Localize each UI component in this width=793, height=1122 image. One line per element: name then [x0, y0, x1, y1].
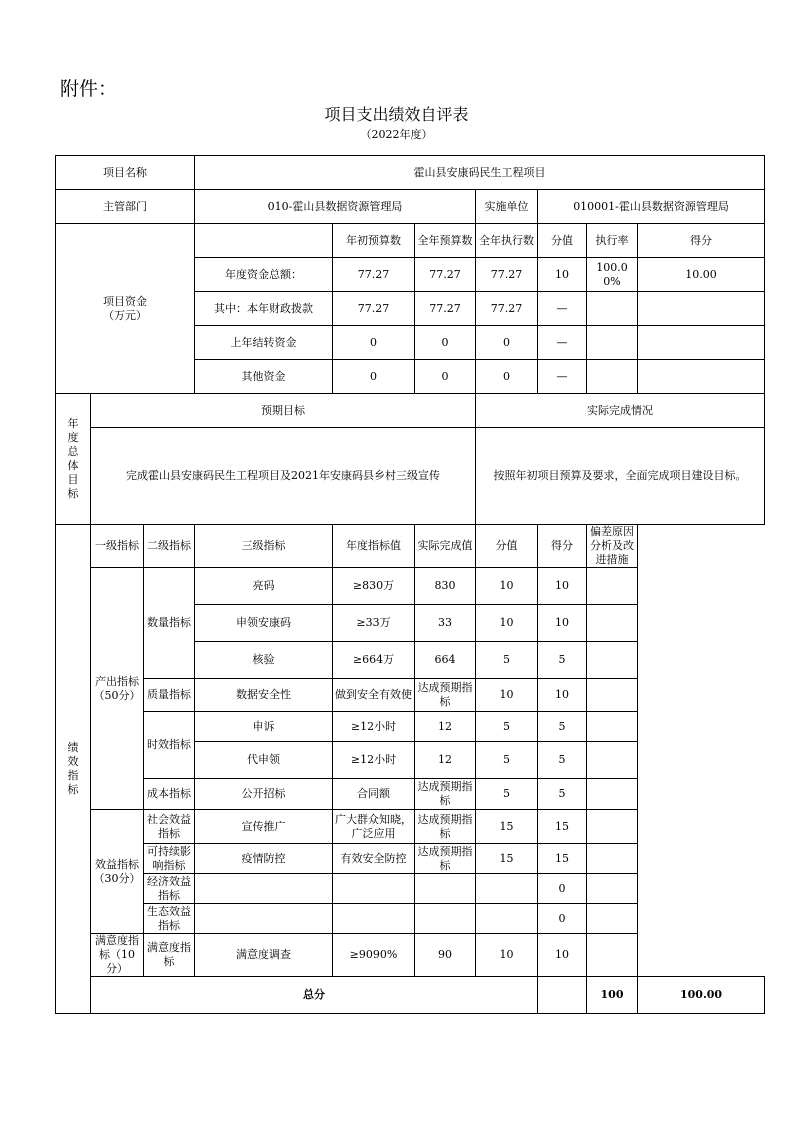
indicator-note [587, 844, 638, 874]
funds-score [638, 292, 765, 326]
sustain-label-text: 可持续影 响指标 [147, 844, 191, 872]
funds-initial: 77.27 [333, 292, 415, 326]
indicator-target: ≥830万 [333, 568, 415, 605]
project-name-label: 项目名称 [56, 156, 195, 190]
funds-executed: 77.27 [476, 292, 538, 326]
indicator-name: 代申领 [195, 742, 333, 779]
indicator-score: 5 [538, 742, 587, 779]
indicator-name: 疫情防控 [195, 844, 333, 874]
indicator-target: 有效安全防控 [333, 844, 415, 874]
header-level2: 二级指标 [144, 525, 195, 568]
indicator-note [587, 642, 638, 679]
indicators-label [56, 525, 91, 1014]
eco-label-text: 生态效益 指标 [147, 904, 191, 932]
indicator-value: 15 [476, 810, 538, 844]
indicator-value: 10 [476, 934, 538, 977]
funds-header-annual: 全年预算数 [415, 224, 476, 258]
funds-header-row [56, 224, 765, 258]
indicator-actual: 达成预期指标 [415, 679, 476, 712]
performance-table [55, 155, 765, 1014]
benefit-label-text: 效益指标 （30分） [93, 857, 141, 885]
time-label: 时效指标 [144, 712, 195, 779]
indicator-name: 数据安全性 [195, 679, 333, 712]
indicator-target: ≥664万 [333, 642, 415, 679]
indicator-actual: 达成预期指标 [415, 810, 476, 844]
dept-label: 主管部门 [56, 190, 195, 224]
indicator-target: ≥12小时 [333, 742, 415, 779]
indicator-row [56, 874, 765, 904]
funds-initial: 0 [333, 326, 415, 360]
indicator-note [587, 568, 638, 605]
satisfaction-label [91, 934, 144, 977]
indicator-score: 15 [538, 844, 587, 874]
indicator-note [587, 904, 638, 934]
indicator-row [56, 844, 765, 874]
indicator-row [56, 934, 765, 977]
indicator-score: 15 [538, 810, 587, 844]
funds-score-value: — [538, 326, 587, 360]
funds-score-value: 10 [538, 258, 587, 292]
indicator-actual: 12 [415, 742, 476, 779]
header-note: 偏差原因分析及改进措施 [587, 525, 638, 568]
indicator-name [195, 904, 333, 934]
dept-value: 010-霍山县数据资源管理局 [195, 190, 476, 224]
indicator-row [56, 712, 765, 742]
header-actual: 实际完成值 [415, 525, 476, 568]
goals-actual-header: 实际完成情况 [476, 394, 765, 428]
funds-row-label: 年度资金总额： [195, 258, 333, 292]
output-label [91, 568, 144, 810]
indicator-actual: 达成预期指标 [415, 844, 476, 874]
indicator-target [333, 904, 415, 934]
funds-row-label: 其中：本年财政拨款 [195, 292, 333, 326]
indicator-name: 宣传推广 [195, 810, 333, 844]
funds-header-blank [195, 224, 333, 258]
social-label-text: 社会效益 指标 [147, 812, 191, 840]
sustain-label [144, 844, 195, 874]
goals-label-text: 年 度 总 体 目 标 [67, 417, 79, 500]
indicator-note [587, 874, 638, 904]
quantity-label: 数量指标 [144, 568, 195, 679]
funds-score [638, 360, 765, 394]
indicator-value: 10 [476, 568, 538, 605]
output-label-text: 产出指标 （50分） [93, 674, 141, 702]
form-title: 项目支出绩效自评表 [324, 105, 469, 124]
goals-actual: 按照年初项目预算及要求，全面完成项目建设目标。 [476, 428, 765, 525]
header-target: 年度指标值 [333, 525, 415, 568]
indicator-row [56, 679, 765, 712]
goals-content-row [56, 428, 765, 525]
indicator-name: 满意度调查 [195, 934, 333, 977]
eco-label [144, 904, 195, 934]
goals-label [56, 394, 91, 525]
economic-label-text: 经济效益 指标 [147, 874, 191, 902]
indicator-row [56, 904, 765, 934]
indicator-value: 5 [476, 712, 538, 742]
funds-label [56, 224, 195, 394]
funds-header-score-value: 分值 [538, 224, 587, 258]
funds-header-initial: 年初预算数 [333, 224, 415, 258]
project-name-value: 霍山县安康码民生工程项目 [195, 156, 765, 190]
indicator-score: 5 [538, 712, 587, 742]
indicator-actual: 33 [415, 605, 476, 642]
cost-label: 成本指标 [144, 779, 195, 810]
indicator-target: ≥12小时 [333, 712, 415, 742]
goals-expected: 完成霍山县安康码民生工程项目及2021年安康码县乡村三级宣传 [91, 428, 476, 525]
satisfaction-label-text: 满意度指 标（10分） [95, 934, 139, 975]
funds-rate: 100.00% [587, 258, 638, 292]
indicator-row [56, 568, 765, 605]
goals-header-row [56, 394, 765, 428]
indicator-value: 5 [476, 779, 538, 810]
total-label: 总分 [91, 977, 538, 1014]
indicator-name: 申诉 [195, 712, 333, 742]
indicator-name: 亮码 [195, 568, 333, 605]
indicator-target: 合同额 [333, 779, 415, 810]
indicator-value: 5 [476, 642, 538, 679]
indicator-score: 5 [538, 779, 587, 810]
indicator-target-text: 广大群众知晓，广泛应用 [335, 812, 413, 840]
indicator-value: 10 [476, 605, 538, 642]
indicator-name: 公开招标 [195, 779, 333, 810]
total-blank [538, 977, 587, 1014]
satisfaction-sub-label [144, 934, 195, 977]
department-row [56, 190, 765, 224]
indicators-label-text: 绩 效 指 标 [67, 741, 79, 796]
indicator-note [587, 679, 638, 712]
funds-row-label: 上年结转资金 [195, 326, 333, 360]
indicator-note [587, 712, 638, 742]
header-score: 得分 [538, 525, 587, 568]
indicator-actual: 830 [415, 568, 476, 605]
funds-score [638, 326, 765, 360]
indicator-score: 10 [538, 568, 587, 605]
total-value: 100 [587, 977, 638, 1014]
funds-initial: 0 [333, 360, 415, 394]
indicator-score: 10 [538, 679, 587, 712]
economic-label [144, 874, 195, 904]
funds-header-rate: 执行率 [587, 224, 638, 258]
indicator-score: 10 [538, 605, 587, 642]
funds-annual: 77.27 [415, 292, 476, 326]
total-row [56, 977, 765, 1014]
funds-executed: 0 [476, 326, 538, 360]
funds-annual: 0 [415, 360, 476, 394]
funds-rate [587, 360, 638, 394]
funds-executed: 77.27 [476, 258, 538, 292]
project-name-row [56, 156, 765, 190]
indicator-actual: 90 [415, 934, 476, 977]
quality-label: 质量指标 [144, 679, 195, 712]
total-score: 100.00 [638, 977, 765, 1014]
indicator-score: 10 [538, 934, 587, 977]
funds-executed: 0 [476, 360, 538, 394]
impl-label: 实施单位 [476, 190, 538, 224]
funds-row-label: 其他资金 [195, 360, 333, 394]
social-label [144, 810, 195, 844]
funds-score-value: — [538, 292, 587, 326]
funds-header-executed: 全年执行数 [476, 224, 538, 258]
indicator-actual: 达成预期指标 [415, 779, 476, 810]
indicator-target: 做到安全有效使 [333, 679, 415, 712]
funds-score: 10.00 [638, 258, 765, 292]
satisfaction-sub-label-text: 满意度指 标 [147, 941, 191, 968]
goals-expected-header: 预期目标 [91, 394, 476, 428]
indicator-note [587, 934, 638, 977]
form-year: （2022年度） [360, 128, 433, 141]
indicator-score: 0 [538, 904, 587, 934]
indicator-target [333, 874, 415, 904]
indicator-note [587, 810, 638, 844]
indicator-target: ≥33万 [333, 605, 415, 642]
indicator-value: 5 [476, 742, 538, 779]
header-level1: 一级指标 [91, 525, 144, 568]
funds-rate [587, 292, 638, 326]
indicator-value [476, 874, 538, 904]
benefit-label [91, 810, 144, 934]
funds-annual: 77.27 [415, 258, 476, 292]
indicator-actual [415, 904, 476, 934]
indicator-value: 10 [476, 679, 538, 712]
indicator-value [476, 904, 538, 934]
header-value: 分值 [476, 525, 538, 568]
funds-rate [587, 326, 638, 360]
indicator-row [56, 810, 765, 844]
funds-score-value: — [538, 360, 587, 394]
funds-label-text: 项目资金 （万元） [103, 294, 147, 322]
attachment-label: 附件： [60, 78, 118, 100]
indicator-value: 15 [476, 844, 538, 874]
indicators-header-row [56, 525, 765, 568]
header-level3: 三级指标 [195, 525, 333, 568]
indicator-row [56, 779, 765, 810]
indicator-note [587, 605, 638, 642]
funds-annual: 0 [415, 326, 476, 360]
indicator-actual [415, 874, 476, 904]
indicator-name [195, 874, 333, 904]
funds-initial: 77.27 [333, 258, 415, 292]
indicator-note [587, 779, 638, 810]
indicator-target [333, 810, 415, 844]
indicator-score: 0 [538, 874, 587, 904]
indicator-name: 申领安康码 [195, 605, 333, 642]
indicator-actual: 12 [415, 712, 476, 742]
indicator-target: ≥9090% [333, 934, 415, 977]
indicator-actual: 664 [415, 642, 476, 679]
funds-header-score: 得分 [638, 224, 765, 258]
indicator-name: 核验 [195, 642, 333, 679]
impl-value: 010001-霍山县数据资源管理局 [538, 190, 765, 224]
indicator-score: 5 [538, 642, 587, 679]
indicator-note [587, 742, 638, 779]
